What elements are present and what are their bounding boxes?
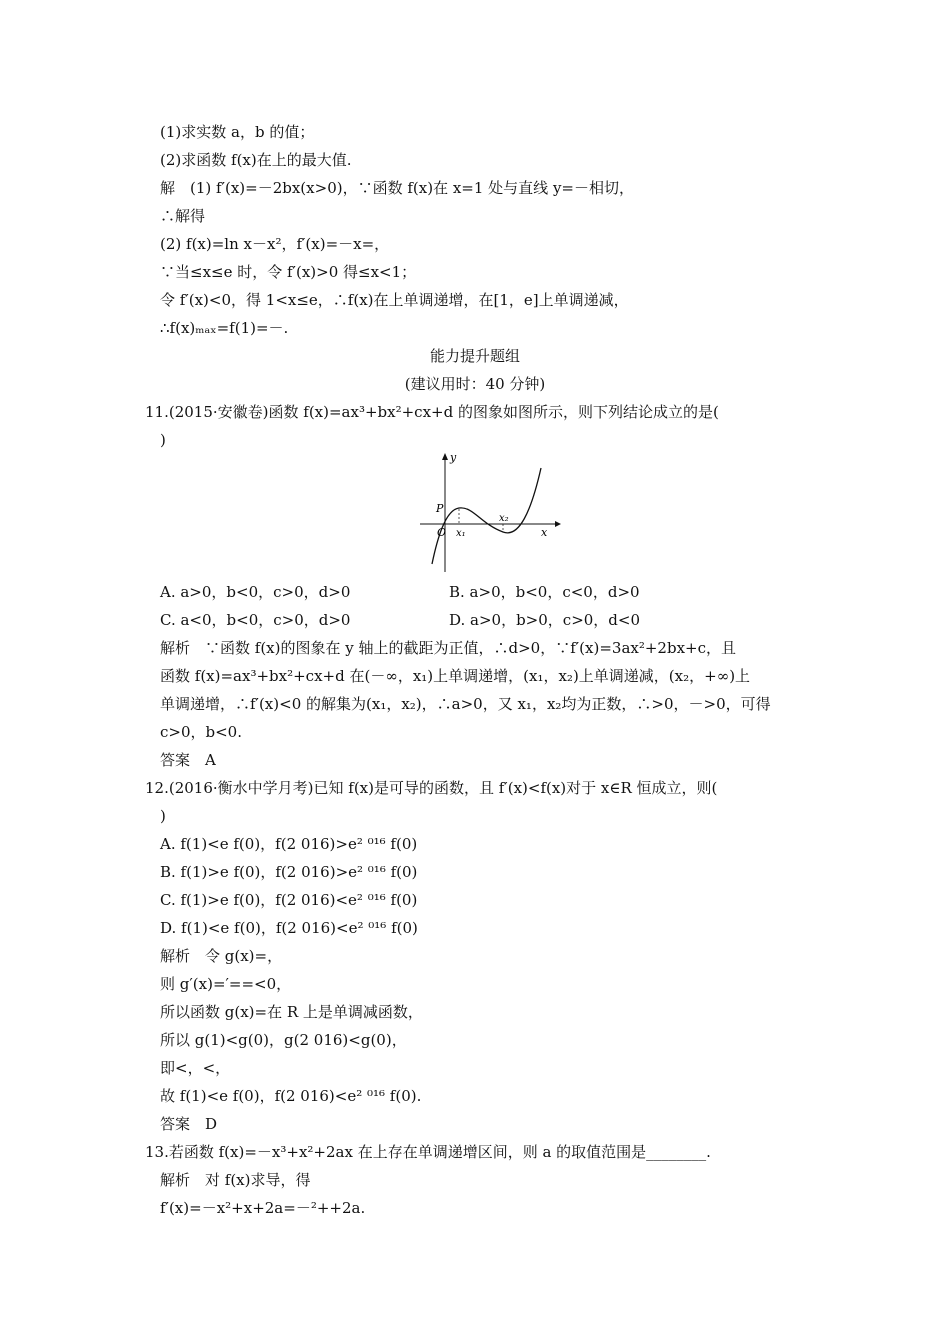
q12-solution: 所以函数 g(x)=在 R 上是单调减函数， [160, 1003, 423, 1021]
q12-option-a: A. f(1)<e f(0)，f(2 016)>e² ⁰¹⁶ f(0) [160, 835, 418, 853]
y-axis-label: y [450, 452, 457, 464]
q12-solution: 即<，<， [160, 1059, 231, 1077]
q11-solution: 函数 f(x)=ax³+bx²+cx+d 在(－∞，x₁)上单调递增，(x₁，x₂)上单调递减，(x₂，+∞)上 [160, 667, 751, 685]
text-line: 解 (1) f′(x)=－2bx(x>0)，∵函数 f(x)在 x=1 处与直线 y=－相切， [160, 179, 634, 197]
text-line: (2) f(x)=ln x－x²，f′(x)=－x=， [160, 235, 390, 253]
q11-option-a: A. a>0，b<0，c>0，d>0 [160, 583, 351, 601]
q12-stem-close: ) [160, 807, 166, 825]
q12-stem: 12.(2016·衡水中学月考)已知 f(x)是可导的函数，且 f′(x)<f(x)对于 x∈R 恒成立，则( [145, 779, 718, 797]
q11-solution: 单调递增，∴f′(x)<0 的解集为(x₁，x₂)，∴a>0，又 x₁，x₂均为正数，∴>0，－>0，可得 [160, 695, 771, 713]
q12-solution: 解析 令 g(x)=， [160, 947, 283, 965]
q11-option-d: D. a>0，b>0，c>0，d<0 [449, 611, 641, 629]
y-axis-arrow [442, 453, 448, 460]
text-line: 令 f′(x)<0，得 1<x≤e，∴f(x)在上单调递增，在[1，e]上单调递减， [160, 291, 629, 309]
q11-answer: 答案 A [160, 751, 216, 769]
q13-solution: 解析 对 f(x)求导，得 [160, 1171, 311, 1189]
text-line: ∴解得 [160, 207, 206, 225]
x1-label: x₁ [456, 528, 466, 539]
q12-option-b: B. f(1)>e f(0)，f(2 016)>e² ⁰¹⁶ f(0) [160, 863, 418, 881]
q11-solution: c>0，b<0. [160, 723, 242, 741]
text-line: ∴f(x)ₘₐₓ=f(1)=－. [160, 319, 289, 337]
point-p-label: P [436, 502, 444, 515]
q12-option-c: C. f(1)>e f(0)，f(2 016)<e² ⁰¹⁶ f(0) [160, 891, 418, 909]
x-axis-label: x [541, 526, 548, 539]
q12-solution: 所以 g(1)<g(0)，g(2 016)<g(0)， [160, 1031, 407, 1049]
x-axis-arrow [555, 521, 561, 527]
origin-label: O [437, 526, 447, 539]
cubic-curve [432, 468, 541, 564]
q12-answer: 答案 D [160, 1115, 218, 1133]
q12-solution: 则 g′(x)=′==<0， [160, 975, 292, 993]
x2-label: x₂ [499, 513, 509, 524]
section-title: 能力提升题组 [429, 347, 520, 365]
cubic-graph [415, 452, 565, 574]
text-line: ∵当≤x≤e 时，令 f′(x)>0 得≤x<1； [160, 263, 417, 281]
q11-option-c: C. a<0，b<0，c>0，d>0 [160, 611, 351, 629]
text-line: (2)求函数 f(x)在上的最大值. [160, 151, 352, 169]
q11-option-b: B. a>0，b<0，c<0，d>0 [449, 583, 640, 601]
q11-stem: 11.(2015·安徽卷)函数 f(x)=ax³+bx²+cx+d 的图象如图所示，则下列结论成立的是( [145, 403, 719, 421]
q13-solution: f′(x)=－x²+x+2a=－²++2a. [160, 1199, 366, 1217]
q11-stem-close: ) [160, 431, 166, 449]
q12-solution: 故 f(1)<e f(0)，f(2 016)<e² ⁰¹⁶ f(0). [160, 1087, 422, 1105]
q11-solution: 解析 ∵函数 f(x)的图象在 y 轴上的截距为正值，∴d>0，∵f′(x)=3ax²+2bx+c，且 [160, 639, 737, 657]
q12-option-d: D. f(1)<e f(0)，f(2 016)<e² ⁰¹⁶ f(0) [160, 919, 418, 937]
section-subtitle: (建议用时：40 分钟) [404, 375, 546, 393]
q13-stem: 13.若函数 f(x)=－x³+x²+2ax 在上存在单调递增区间，则 a 的取值范围是________. [145, 1143, 711, 1161]
text-line: (1)求实数 a，b 的值； [160, 123, 315, 141]
